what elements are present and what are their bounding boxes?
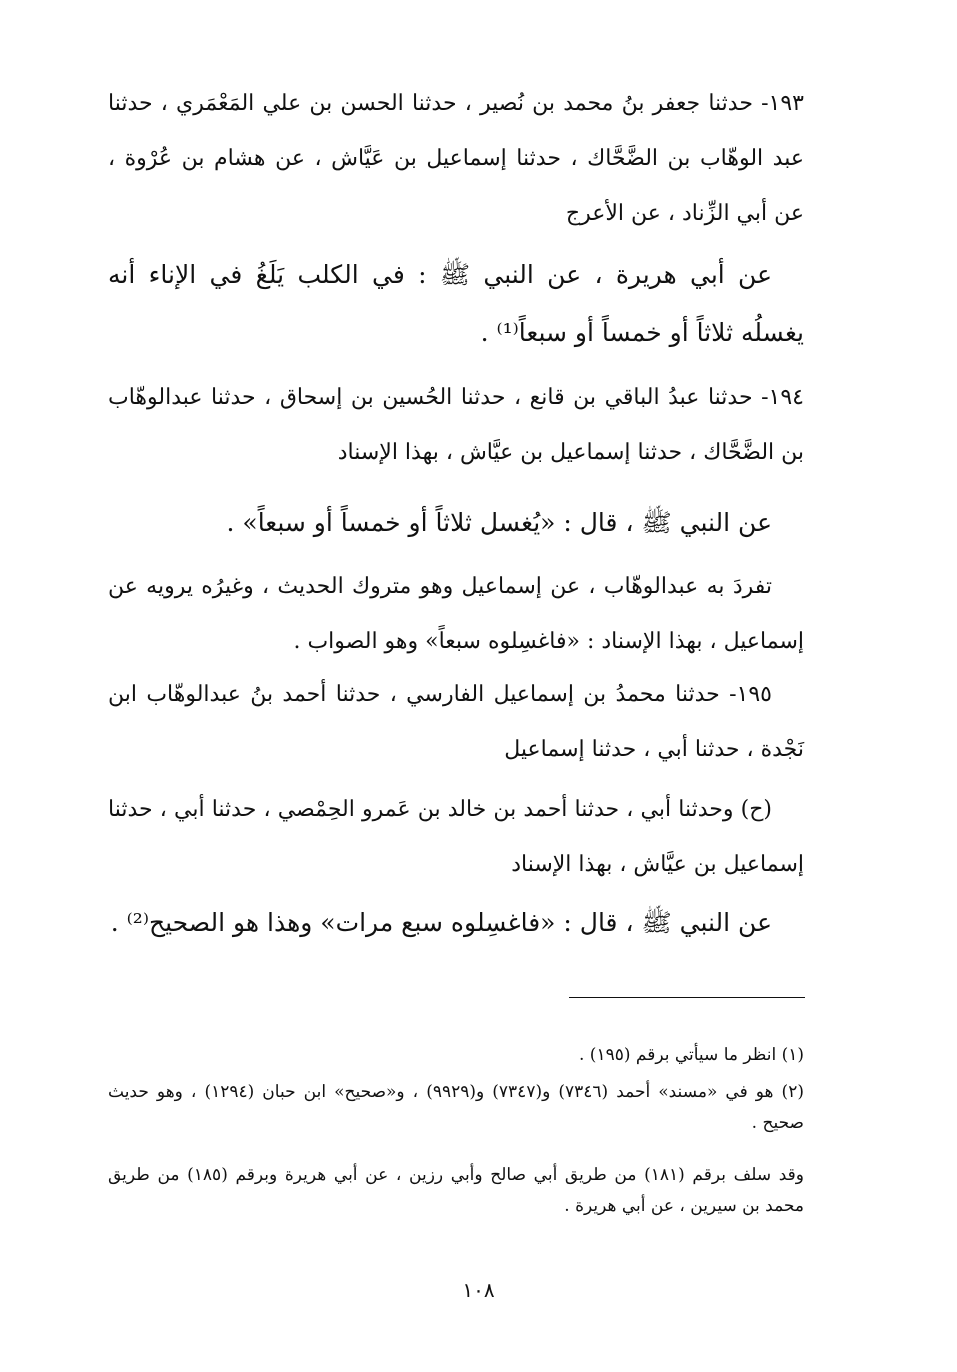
footnote-2-continuation: وقد سلف برقم (١٨١) من طريق أبي صالح وأبي رزين ، عن أبي هريرة وبرقم (١٨٥) من طريق محمد بن سيرين ، عن أبي هريرة . [108, 1165, 804, 1216]
footnote-1: (١) انظر ما سيأتي برقم (١٩٥) . [579, 1045, 804, 1065]
paragraph-193-isnad: ١٩٣- حدثنا جعفر بنُ محمد بن نُصير ، حدثنا الحسن بن علي المَعْمَري ، حدثنا عبد الوهّاب بن الضَّحَّاك ، حدثنا إسماعيل بن عَيَّاش ، عن هشام بن عُرْوة ، عن أبي الزِّناد ، عن الأعرج [108, 91, 804, 226]
paragraph-193-matn: عن أبي هريرة ، عن النبي ﷺ : في الكلب يَلَغُ في الإناء أنه يغسلُه ثلاثاً أو خمساً أو سبعاً⁽¹⁾ . [108, 260, 804, 347]
footnote-separator [569, 997, 805, 998]
footnote-2: (٢) هو في «مسند» أحمد (٧٣٤٦) و(٧٣٤٧) و(٩٩٢٩) ، و«صحيح» ابن حبان (١٢٩٤) ، وهو حديث صحيح . [108, 1082, 804, 1133]
paragraph-195-matn: عن النبي ﷺ ، قال : «فاغسِلوه سبع مرات» وهذا هو الصحيح⁽²⁾ . [110, 908, 772, 937]
paragraph-194-comment: تفردَ به عبدالوهّاب ، عن إسماعيل وهو متروك الحديث ، وغيرُه يرويه عن إسماعيل ، بهذا الإسناد : «فاغسِلوه سبعاً» وهو الصواب . [108, 574, 804, 654]
paragraph-195-second-isnad: (ح) وحدثنا أبي ، حدثنا أحمد بن خالد بن عَمرو الحِمْصي ، حدثنا أبي ، حدثنا إسماعيل بن عيَّاش ، بهذا الإسناد [108, 797, 804, 877]
paragraph-194-matn: عن النبي ﷺ ، قال : «يُغسل ثلاثاً أو خمساً أو سبعاً» . [226, 508, 772, 537]
page-number: ١٠٨ [462, 1278, 495, 1302]
paragraph-195-isnad: ١٩٥- حدثنا محمدُ بن إسماعيل الفارسي ، حدثنا أحمد بنُ عبدالوهّاب ابن نَجْدة ، حدثنا أبي ، حدثنا إسماعيل [108, 682, 804, 762]
paragraph-194-isnad: ١٩٤- حدثنا عبدُ الباقي بن قانع ، حدثنا الحُسين بن إسحاق ، حدثنا عبدالوهّاب بن الضَّحَّاك ، حدثنا إسماعيل بن عيَّاش ، بهذا الإسناد [108, 385, 804, 465]
